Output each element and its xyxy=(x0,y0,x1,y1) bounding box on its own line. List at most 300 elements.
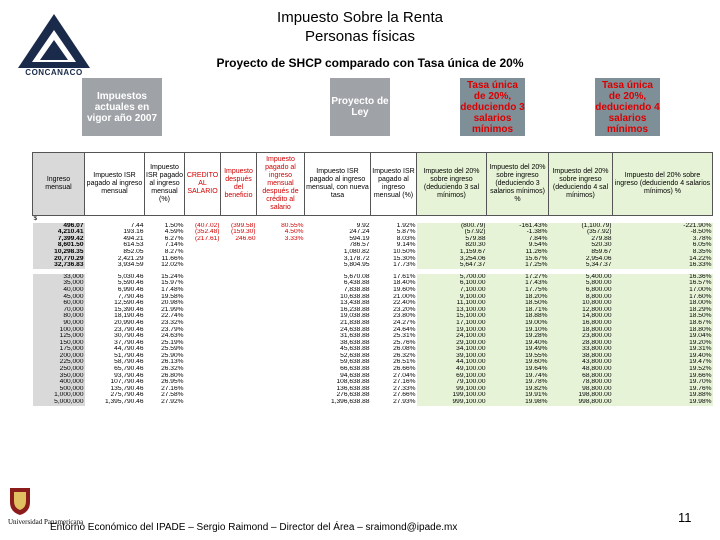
table-cell: 18.80% xyxy=(613,327,713,334)
table-cell: 44,100.00 xyxy=(417,359,487,366)
footer-university: Universidad Panamericana xyxy=(8,518,84,526)
table-cell: 7,790.46 xyxy=(117,293,144,300)
table-cell: 27.66% xyxy=(393,392,416,399)
table-cell: 496.07 xyxy=(33,223,85,230)
table-cell: 29,100.00 xyxy=(417,340,487,347)
table-cell: 18.50% xyxy=(487,300,549,307)
table-cell xyxy=(185,294,221,301)
page-number: 11 xyxy=(678,510,692,525)
table-row xyxy=(33,327,713,334)
table-cell: 400,000 xyxy=(33,379,85,386)
table-cell: 40,000 xyxy=(33,287,85,294)
table-cell xyxy=(185,340,221,347)
table-cell: 3.78% xyxy=(613,236,713,243)
table-cell: 19.52% xyxy=(613,366,713,373)
table-cell: 12,590.46 xyxy=(114,300,144,307)
col-t4-pct: Impuesto del 20% sobre ingreso (deduciendo 4 salarios mínimos) % xyxy=(613,153,713,216)
table-cell: 5,030.46 xyxy=(117,273,144,280)
table-cell: 998,800.00 xyxy=(549,399,613,406)
table-row xyxy=(33,287,713,294)
table-cell: 19.60% xyxy=(393,286,416,293)
table-cell: 1,395,790.46 xyxy=(104,399,144,406)
table-cell: (357.92) xyxy=(549,229,613,236)
table-row xyxy=(33,353,713,360)
table-cell xyxy=(221,307,257,314)
table-cell: 18,800.00 xyxy=(549,327,613,334)
col-ley-pct: Impuesto ISR pagado al ingreso mensual (%) xyxy=(371,153,417,216)
table-cell: 350,000 xyxy=(33,373,85,380)
table-cell: 6,990.46 xyxy=(117,286,144,293)
table-row xyxy=(33,236,713,243)
table-cell: 12.02% xyxy=(161,262,184,269)
table-cell xyxy=(257,307,305,314)
table-cell: 17.61% xyxy=(393,273,416,280)
table-cell: 22.40% xyxy=(393,300,416,307)
table-cell: -221.90% xyxy=(613,223,713,230)
table-cell xyxy=(185,392,221,399)
table-cell: 16.36% xyxy=(613,274,713,281)
table-cell: 594.19 xyxy=(349,235,370,242)
col-impuesto-neto: Impuesto después del beneficio xyxy=(221,153,257,216)
table-cell xyxy=(185,274,221,281)
table-cell: 19.76% xyxy=(613,386,713,393)
table-cell: 5.87% xyxy=(396,229,416,236)
table-cell: 24,100.00 xyxy=(417,333,487,340)
table-cell: 250,000 xyxy=(33,366,85,373)
table-cell xyxy=(257,379,305,386)
table-cell: 279.88 xyxy=(549,236,613,243)
table-row xyxy=(33,313,713,320)
table-cell: 19.00% xyxy=(487,320,549,327)
table-cell: 24.27% xyxy=(393,319,416,326)
table-cell: 13,100.00 xyxy=(417,307,487,314)
table-cell: 27.04% xyxy=(393,372,416,379)
currency-row xyxy=(33,216,713,223)
table-cell: 999,100.00 xyxy=(417,399,487,406)
table-cell: 26.95% xyxy=(161,379,184,386)
table-cell: 11,100.00 xyxy=(417,300,487,307)
table-cell: 34,100.00 xyxy=(417,346,487,353)
table-cell: 26.80% xyxy=(161,372,184,379)
table-cell: 21,838.88 xyxy=(340,319,370,326)
table-cell xyxy=(221,294,257,301)
table-cell xyxy=(257,359,305,366)
table-cell: 10,638.88 xyxy=(340,293,370,300)
table-cell: 6,438.88 xyxy=(343,280,370,287)
table-cell: 19.78% xyxy=(487,379,549,386)
table-cell: (407.02) xyxy=(194,222,220,229)
table-row xyxy=(33,340,713,347)
table-cell: 19.55% xyxy=(487,353,549,360)
table-cell: 7,399.42 xyxy=(33,236,85,243)
table-cell: (399.58) xyxy=(230,222,256,229)
table-cell xyxy=(257,320,305,327)
table-cell: 22.74% xyxy=(161,313,184,320)
table-cell: 28,800.00 xyxy=(549,340,613,347)
col-impuesto-pagado: Impuesto pagado al ingreso mensual después de crédito al salario xyxy=(257,153,305,216)
col-isr-pagado: Impuesto ISR pagado al ingreso mensual xyxy=(85,153,145,216)
table-cell: 5,400.00 xyxy=(549,274,613,281)
table-cell: 17.73% xyxy=(393,262,416,269)
table-cell: 16.57% xyxy=(613,280,713,287)
table-row xyxy=(33,280,713,287)
table-cell: 23.32% xyxy=(161,319,184,326)
table-cell: 18.67% xyxy=(613,320,713,327)
table-cell: 2,954.06 xyxy=(549,256,613,263)
table-cell xyxy=(257,262,305,269)
col-ingreso: Ingreso mensual xyxy=(33,153,85,216)
table-cell: 14.22% xyxy=(613,256,713,263)
table-cell: 19.91% xyxy=(487,392,549,399)
table-cell: 38,638.88 xyxy=(340,339,370,346)
table-cell: (352.48) xyxy=(194,229,220,236)
table-cell xyxy=(221,379,257,386)
table-row xyxy=(33,359,713,366)
table-cell xyxy=(221,353,257,360)
table-cell: 80,000 xyxy=(33,313,85,320)
table-cell xyxy=(221,274,257,281)
table-cell: 70,000 xyxy=(33,307,85,314)
table-cell: 275,790.46 xyxy=(110,392,144,399)
table-cell: 199,100.00 xyxy=(417,392,487,399)
table-cell: 80.55% xyxy=(281,222,304,229)
table-cell: 26.66% xyxy=(393,366,416,373)
table-cell xyxy=(221,373,257,380)
table-cell: 17.48% xyxy=(161,286,184,293)
table-cell: 17,100.00 xyxy=(417,320,487,327)
footer-text: Entorno Económico del IPADE – Sergio Raimond – Director del Área – sraimond@ipade.mx xyxy=(50,522,458,533)
table-cell: 150,000 xyxy=(33,340,85,347)
table-cell: 8,601.50 xyxy=(33,242,85,249)
table-cell: 17.60% xyxy=(613,294,713,301)
table-cell xyxy=(185,327,221,334)
table-cell: 27.92% xyxy=(161,399,184,406)
table-cell xyxy=(257,346,305,353)
table-cell: 1.92% xyxy=(396,222,416,229)
title-line-2: Personas físicas xyxy=(304,28,416,45)
table-cell: 25.76% xyxy=(393,339,416,346)
table-cell: 32,736.83 xyxy=(33,262,85,269)
table-cell xyxy=(257,249,305,256)
table-cell xyxy=(185,386,221,393)
table-cell: 9,100.00 xyxy=(417,294,487,301)
table-cell xyxy=(257,373,305,380)
table-cell: 33,000 xyxy=(33,274,85,281)
table-cell: 579.88 xyxy=(417,236,487,243)
table-cell xyxy=(185,399,221,406)
table-cell: 27.58% xyxy=(161,392,184,399)
table-cell: 9.54% xyxy=(487,242,549,249)
table-cell xyxy=(185,280,221,287)
table-cell: 12,800.00 xyxy=(549,307,613,314)
table-cell: 10.50% xyxy=(393,248,416,255)
table-cell: 19.40% xyxy=(613,353,713,360)
table-cell: 65,790.46 xyxy=(114,366,144,373)
table-cell: 500,000 xyxy=(33,386,85,393)
table-cell: 18,190.46 xyxy=(114,313,144,320)
table-cell xyxy=(185,346,221,353)
table-cell xyxy=(221,300,257,307)
table-cell xyxy=(185,359,221,366)
table-cell xyxy=(185,300,221,307)
table-cell: 37,790.46 xyxy=(114,339,144,346)
currency-symbol: $ xyxy=(33,215,38,222)
table-cell: 1,000,000 xyxy=(33,392,85,399)
table-cell: 520.30 xyxy=(549,242,613,249)
table-cell: 38,800.00 xyxy=(549,353,613,360)
table-cell: 494.21 xyxy=(123,235,144,242)
table-cell: 78,800.00 xyxy=(549,379,613,386)
table-cell: 93,790.46 xyxy=(114,372,144,379)
table-cell: 20.98% xyxy=(161,300,184,307)
table-row xyxy=(33,294,713,301)
table-cell: 18.20% xyxy=(487,294,549,301)
table-cell: 7.44 xyxy=(130,222,144,229)
table-cell: 18.29% xyxy=(613,307,713,314)
table-cell: 48,800.00 xyxy=(549,366,613,373)
table-cell xyxy=(221,386,257,393)
table-cell: 19.58% xyxy=(161,293,184,300)
table-cell xyxy=(257,274,305,281)
table-cell: 8,800.00 xyxy=(549,294,613,301)
table-cell: 6,800.00 xyxy=(549,287,613,294)
table-cell: 15,390.46 xyxy=(114,306,144,313)
table-cell: 1,080.82 xyxy=(343,248,370,255)
table-cell: (159.30) xyxy=(230,229,256,236)
table-cell: 23.20% xyxy=(393,306,416,313)
table-cell: 16,238.88 xyxy=(340,306,370,313)
table-row xyxy=(33,373,713,380)
table-cell: 26.51% xyxy=(393,359,416,366)
table-cell: 15.67% xyxy=(487,256,549,263)
table-cell xyxy=(185,320,221,327)
table-cell: 100,000 xyxy=(33,327,85,334)
table-cell: 1,159.67 xyxy=(417,249,487,256)
table-row xyxy=(33,262,713,269)
table-cell: 3,254.06 xyxy=(417,256,487,263)
table-cell: 35,000 xyxy=(33,280,85,287)
table-cell: 107,790.46 xyxy=(110,379,144,386)
table-cell: 198,800.00 xyxy=(549,392,613,399)
table-cell: 19.82% xyxy=(487,386,549,393)
table-row xyxy=(33,242,713,249)
table-cell: 49,100.00 xyxy=(417,366,487,373)
table-cell: 25.31% xyxy=(393,333,416,340)
table-cell: 15.30% xyxy=(393,255,416,262)
table-row xyxy=(33,399,713,406)
table-cell xyxy=(257,242,305,249)
table-cell: 276,638.88 xyxy=(336,392,370,399)
table-cell xyxy=(257,386,305,393)
table-cell: 246.60 xyxy=(235,235,256,242)
table-cell: 8.03% xyxy=(396,235,416,242)
table-cell: 5,590.46 xyxy=(117,280,144,287)
table-row xyxy=(33,229,713,236)
table-cell xyxy=(257,313,305,320)
table-cell: 3,934.59 xyxy=(117,262,144,269)
table-cell: 24.63% xyxy=(161,333,184,340)
table-row xyxy=(33,346,713,353)
table-cell: (57.92) xyxy=(417,229,487,236)
table-cell: 27.16% xyxy=(393,379,416,386)
table-cell: 6.27% xyxy=(164,235,184,242)
group-header-actuales: Impuestos actuales en vigor año 2007 xyxy=(82,78,162,136)
table-cell: 20,990.46 xyxy=(114,319,144,326)
table-cell: 90,000 xyxy=(33,320,85,327)
table-cell xyxy=(185,242,221,249)
table-cell: 5,347.37 xyxy=(549,262,613,269)
table-cell: 1,396,638.88 xyxy=(330,399,370,406)
table-cell xyxy=(221,399,257,406)
table-cell: -1.38% xyxy=(487,229,549,236)
table-cell: 820.30 xyxy=(417,242,487,249)
table-cell: 16.33% xyxy=(613,262,713,269)
table-cell: 19.66% xyxy=(613,373,713,380)
table-cell: 51,790.46 xyxy=(114,352,144,359)
table-cell: 19.20% xyxy=(613,340,713,347)
table-cell: 23.80% xyxy=(393,313,416,320)
col-isr-pct: Impuesto ISR pagado al ingreso mensual (%) xyxy=(145,153,185,216)
table-cell: 19.88% xyxy=(613,392,713,399)
table-cell: 200,000 xyxy=(33,353,85,360)
table-cell: 19.60% xyxy=(487,359,549,366)
table-cell xyxy=(185,307,221,314)
table-cell: 17.75% xyxy=(487,287,549,294)
table-cell: 125,000 xyxy=(33,333,85,340)
page-title xyxy=(200,8,520,46)
table-cell: 5,804.95 xyxy=(343,262,370,269)
table-cell: 19.28% xyxy=(487,333,549,340)
table-cell: 11.66% xyxy=(161,255,184,262)
table-cell: 94,638.88 xyxy=(340,372,370,379)
table-cell: 7.84% xyxy=(487,236,549,243)
table-cell xyxy=(221,249,257,256)
table-cell xyxy=(185,287,221,294)
table-cell: 4.50% xyxy=(284,229,304,236)
table-cell: 3.33% xyxy=(284,235,304,242)
table-cell: -8.50% xyxy=(613,229,713,236)
table-cell xyxy=(221,280,257,287)
table-cell: 18.00% xyxy=(613,300,713,307)
table-cell xyxy=(257,287,305,294)
table-cell: 6,100.00 xyxy=(417,280,487,287)
col-ley-isr: Impuesto ISR pagado al ingreso mensual, con nueva tasa xyxy=(305,153,371,216)
table-cell: 17.25% xyxy=(487,262,549,269)
table-row xyxy=(33,392,713,399)
table-cell xyxy=(221,340,257,347)
table-cell xyxy=(257,366,305,373)
table-cell xyxy=(257,392,305,399)
table-cell: 7.14% xyxy=(164,242,184,249)
comparison-table xyxy=(32,152,713,406)
table-cell: 58,790.46 xyxy=(114,359,144,366)
table-cell xyxy=(185,249,221,256)
table-row xyxy=(33,274,713,281)
table-cell: 24,638.88 xyxy=(340,326,370,333)
table-row xyxy=(33,256,713,263)
table-cell: 15.97% xyxy=(161,280,184,287)
table-cell: 33,800.00 xyxy=(549,346,613,353)
table-cell: 19.64% xyxy=(487,366,549,373)
table-cell: 852.05 xyxy=(123,248,144,255)
table-cell: 25.19% xyxy=(161,339,184,346)
table-cell: 23,800.00 xyxy=(549,333,613,340)
table-row xyxy=(33,249,713,256)
table-cell xyxy=(221,262,257,269)
table-row xyxy=(33,366,713,373)
table-cell: 18.40% xyxy=(393,280,416,287)
col-t3-pct: Impuesto del 20% sobre ingreso (deduciendo 3 salarios mínimos) % xyxy=(487,153,549,216)
table-cell: 18.50% xyxy=(613,313,713,320)
table-cell: 66,638.88 xyxy=(340,366,370,373)
table-cell: 43,800.00 xyxy=(549,359,613,366)
table-cell: -161.43% xyxy=(487,223,549,230)
table-cell: 19.49% xyxy=(487,346,549,353)
university-crest-icon xyxy=(8,486,32,516)
table-cell: 5,000,000 xyxy=(33,399,85,406)
table-cell xyxy=(185,353,221,360)
table-cell: 19.98% xyxy=(613,399,713,406)
table-cell: 18.88% xyxy=(487,313,549,320)
table-cell: 9.92 xyxy=(356,222,370,229)
table-cell: 10,800.00 xyxy=(549,300,613,307)
table-cell xyxy=(221,320,257,327)
table-cell: 19.31% xyxy=(613,346,713,353)
title-line-1: Impuesto Sobre la Renta xyxy=(277,9,443,26)
table-cell: 26.13% xyxy=(161,359,184,366)
table-cell: (217.61) xyxy=(194,235,220,242)
table-cell: 859.67 xyxy=(549,249,613,256)
table-cell: 4,210.41 xyxy=(33,229,85,236)
table-cell xyxy=(257,256,305,263)
table-cell: 19.70% xyxy=(613,379,713,386)
table-cell: 1.50% xyxy=(164,222,184,229)
table-cell: 135,790.46 xyxy=(110,385,144,392)
table-cell: 7,100.00 xyxy=(417,287,487,294)
table-cell: 30,790.46 xyxy=(114,333,144,340)
table-cell: 13,438.88 xyxy=(340,300,370,307)
table-cell xyxy=(185,373,221,380)
table-cell: 20,770.29 xyxy=(33,256,85,263)
table-cell: 9.14% xyxy=(396,242,416,249)
table-cell xyxy=(221,287,257,294)
table-cell xyxy=(221,392,257,399)
col-credito: CREDITO AL SALARIO xyxy=(185,153,221,216)
table-cell: 23,790.46 xyxy=(114,326,144,333)
table-cell xyxy=(257,333,305,340)
table-cell: 17.00% xyxy=(613,287,713,294)
table-cell xyxy=(185,313,221,320)
table-cell: 15,100.00 xyxy=(417,313,487,320)
table-row xyxy=(33,300,713,307)
table-cell: 69,100.00 xyxy=(417,373,487,380)
table-cell: 31,638.88 xyxy=(340,333,370,340)
table-cell: 99,100.00 xyxy=(417,386,487,393)
group-header-tasa4: Tasa única de 20%, deduciendo 4 salarios mínimos xyxy=(595,79,660,135)
table-cell: 247.24 xyxy=(349,229,370,236)
table-cell: 19,038.88 xyxy=(340,313,370,320)
table-cell: 60,000 xyxy=(33,300,85,307)
table-cell: 25.59% xyxy=(161,346,184,353)
table-cell: 26.32% xyxy=(161,366,184,373)
table-cell: 26.08% xyxy=(393,346,416,353)
table-cell: 19.10% xyxy=(487,327,549,334)
table-cell: 5,800.00 xyxy=(549,280,613,287)
table-cell: 5,700.00 xyxy=(417,274,487,281)
table-cell: 27.33% xyxy=(393,385,416,392)
table-cell xyxy=(185,262,221,269)
table-cell: 27.16% xyxy=(161,385,184,392)
